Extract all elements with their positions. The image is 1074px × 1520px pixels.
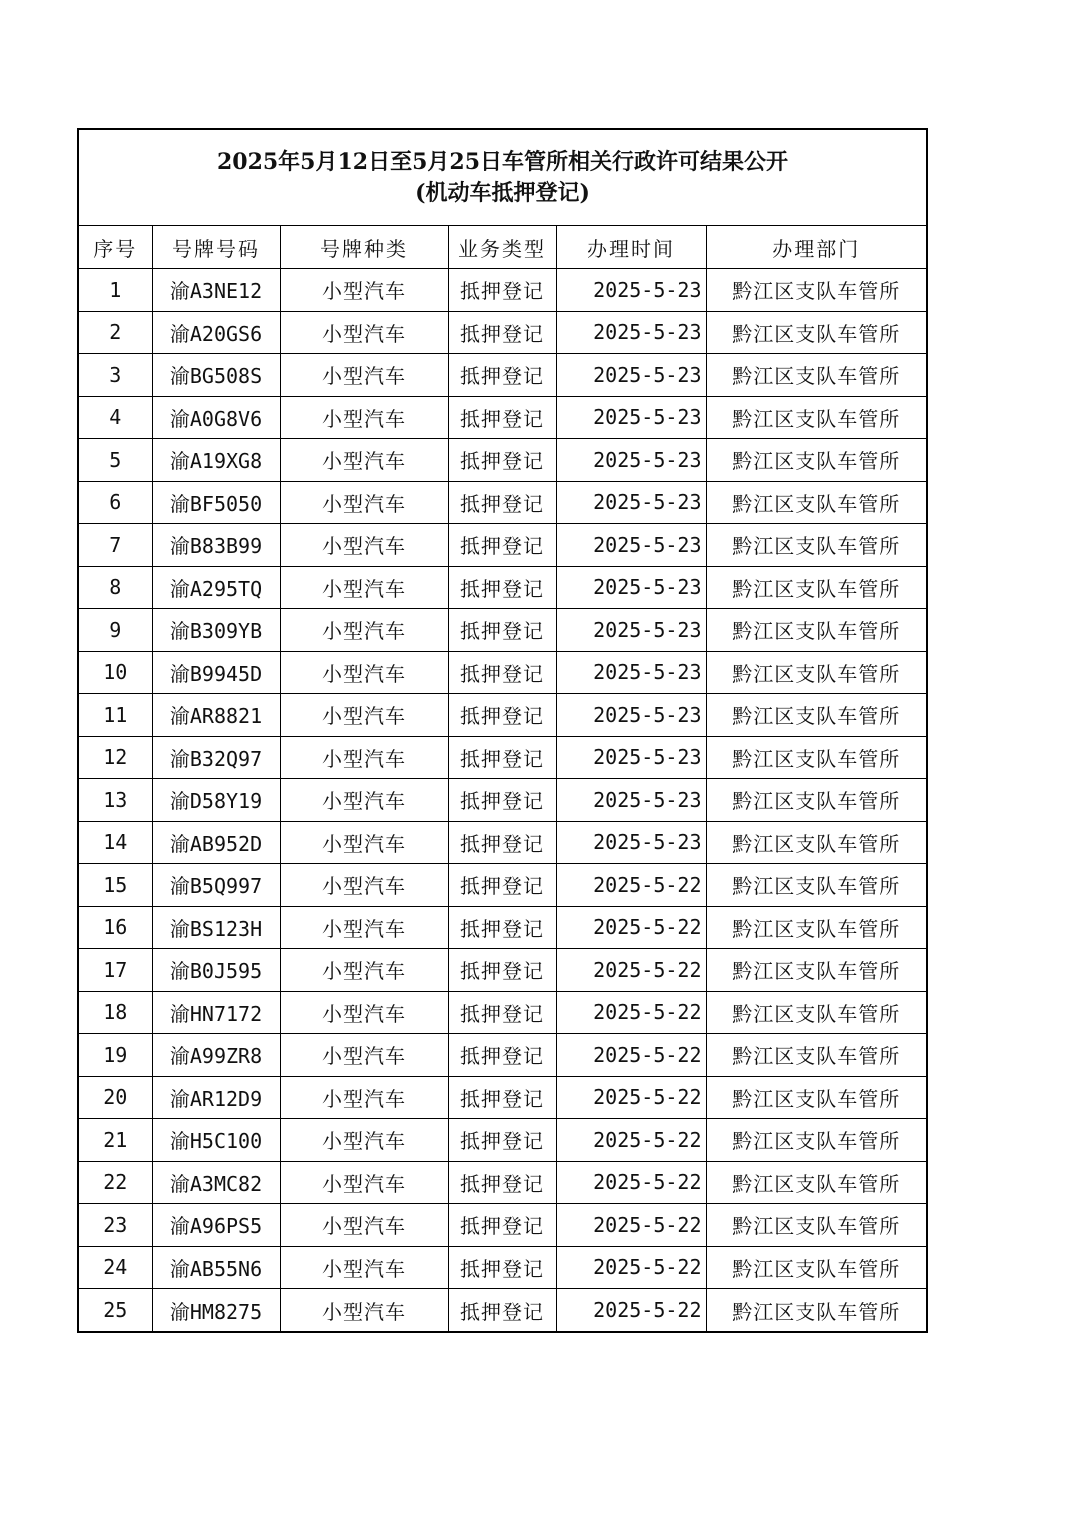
plate-number: 渝A99ZR8 (152, 1034, 280, 1077)
process-date: 2025-5-23 (556, 609, 706, 652)
plate-type: 小型汽车 (280, 779, 448, 822)
department: 黔江区支队车管所 (706, 991, 926, 1034)
process-date: 2025-5-22 (556, 906, 706, 949)
plate-type: 小型汽车 (280, 609, 448, 652)
table-row (79, 269, 926, 312)
department: 黔江区支队车管所 (706, 694, 926, 737)
business-type: 抵押登记 (448, 354, 556, 397)
plate-type: 小型汽车 (280, 439, 448, 482)
row-index: 25 (79, 1289, 152, 1332)
plate-number: 渝B5Q997 (152, 864, 280, 907)
table-row (79, 651, 926, 694)
table-row (79, 524, 926, 567)
process-date: 2025-5-22 (556, 949, 706, 992)
table-row (79, 439, 926, 482)
title-line-1: 2025年5月12日至5月25日车管所相关行政许可结果公开 (216, 148, 789, 175)
business-type: 抵押登记 (448, 864, 556, 907)
department: 黔江区支队车管所 (706, 1161, 926, 1204)
row-index: 12 (79, 736, 152, 779)
plate-type: 小型汽车 (280, 1204, 448, 1247)
plate-type: 小型汽车 (280, 651, 448, 694)
process-date: 2025-5-23 (556, 481, 706, 524)
plate-type: 小型汽车 (280, 311, 448, 354)
department: 黔江区支队车管所 (706, 1034, 926, 1077)
table-row (79, 609, 926, 652)
department: 黔江区支队车管所 (706, 949, 926, 992)
plate-type: 小型汽车 (280, 864, 448, 907)
department: 黔江区支队车管所 (706, 269, 926, 312)
row-index: 23 (79, 1204, 152, 1247)
process-date: 2025-5-23 (556, 396, 706, 439)
table-row (79, 1204, 926, 1247)
department: 黔江区支队车管所 (706, 481, 926, 524)
department: 黔江区支队车管所 (706, 609, 926, 652)
business-type: 抵押登记 (448, 396, 556, 439)
process-date: 2025-5-23 (556, 566, 706, 609)
results-table (79, 226, 926, 1331)
plate-type: 小型汽车 (280, 1076, 448, 1119)
business-type: 抵押登记 (448, 1204, 556, 1247)
business-type: 抵押登记 (448, 991, 556, 1034)
business-type: 抵押登记 (448, 1076, 556, 1119)
business-type: 抵押登记 (448, 694, 556, 737)
header-row (79, 226, 926, 269)
department: 黔江区支队车管所 (706, 651, 926, 694)
process-date: 2025-5-23 (556, 354, 706, 397)
row-index: 2 (79, 311, 152, 354)
table-row (79, 1161, 926, 1204)
plate-type: 小型汽车 (280, 821, 448, 864)
process-date: 2025-5-22 (556, 864, 706, 907)
plate-number: 渝H5C100 (152, 1119, 280, 1162)
plate-type: 小型汽车 (280, 1034, 448, 1077)
table-row (79, 396, 926, 439)
plate-number: 渝A0G8V6 (152, 396, 280, 439)
document-title (79, 130, 926, 226)
table-row (79, 481, 926, 524)
process-date: 2025-5-23 (556, 439, 706, 482)
business-type: 抵押登记 (448, 269, 556, 312)
process-date: 2025-5-22 (556, 1246, 706, 1289)
row-index: 11 (79, 694, 152, 737)
business-type: 抵押登记 (448, 481, 556, 524)
plate-number: 渝B9945D (152, 651, 280, 694)
process-date: 2025-5-23 (556, 651, 706, 694)
business-type: 抵押登记 (448, 906, 556, 949)
department: 黔江区支队车管所 (706, 1119, 926, 1162)
table-row (79, 821, 926, 864)
process-date: 2025-5-22 (556, 1076, 706, 1119)
header-plate-type: 号牌种类 (280, 226, 448, 269)
process-date: 2025-5-23 (556, 269, 706, 312)
department: 黔江区支队车管所 (706, 736, 926, 779)
plate-type: 小型汽车 (280, 1246, 448, 1289)
table-row (79, 311, 926, 354)
title-line-2: (机动车抵押登记) (415, 179, 590, 206)
plate-type: 小型汽车 (280, 1119, 448, 1162)
process-date: 2025-5-23 (556, 311, 706, 354)
plate-number: 渝AR8821 (152, 694, 280, 737)
row-index: 8 (79, 566, 152, 609)
plate-type: 小型汽车 (280, 1289, 448, 1332)
plate-number: 渝BG508S (152, 354, 280, 397)
department: 黔江区支队车管所 (732, 1299, 901, 1324)
row-index: 22 (79, 1161, 152, 1204)
row-index: 14 (79, 821, 152, 864)
process-date: 2025-5-22 (556, 1289, 706, 1332)
process-date: 2025-5-23 (556, 524, 706, 567)
business-type: 抵押登记 (448, 524, 556, 567)
process-date: 2025-5-23 (556, 821, 706, 864)
row-index: 20 (79, 1076, 152, 1119)
row-index: 15 (79, 864, 152, 907)
plate-number: 渝A295TQ (152, 566, 280, 609)
plate-number: 渝B0J595 (152, 949, 280, 992)
process-date: 2025-5-23 (556, 694, 706, 737)
table-row (79, 1246, 926, 1289)
department: 黔江区支队车管所 (706, 1246, 926, 1289)
business-type: 抵押登记 (448, 1246, 556, 1289)
business-type: 抵押登记 (448, 736, 556, 779)
business-type: 抵押登记 (448, 779, 556, 822)
business-type: 抵押登记 (448, 821, 556, 864)
plate-type: 小型汽车 (280, 1161, 448, 1204)
business-type: 抵押登记 (448, 566, 556, 609)
process-date: 2025-5-22 (556, 1119, 706, 1162)
plate-type: 小型汽车 (280, 736, 448, 779)
table-row (79, 1076, 926, 1119)
department: 黔江区支队车管所 (706, 439, 926, 482)
table-row (79, 864, 926, 907)
plate-type: 小型汽车 (280, 906, 448, 949)
row-index: 21 (79, 1119, 152, 1162)
row-index: 4 (79, 396, 152, 439)
department: 黔江区支队车管所 (706, 821, 926, 864)
header-department: 办理部门 (706, 226, 926, 269)
plate-type: 小型汽车 (280, 694, 448, 737)
process-date: 2025-5-23 (556, 736, 706, 779)
plate-number: 渝HN7172 (152, 991, 280, 1034)
table-row (79, 1034, 926, 1077)
plate-number: 渝AB952D (152, 821, 280, 864)
table-row (79, 779, 926, 822)
plate-number: 渝A3MC82 (152, 1161, 280, 1204)
table-row (79, 949, 926, 992)
process-date: 2025-5-22 (556, 991, 706, 1034)
plate-number: 渝B32Q97 (152, 736, 280, 779)
plate-number: 渝B309YB (152, 609, 280, 652)
plate-number: 渝A19XG8 (152, 439, 280, 482)
row-index: 16 (79, 906, 152, 949)
plate-number: 渝HM8275 (152, 1289, 280, 1332)
plate-type: 小型汽车 (280, 396, 448, 439)
table-row (79, 736, 926, 779)
process-date: 2025-5-22 (556, 1161, 706, 1204)
row-index: 1 (79, 269, 152, 312)
plate-type: 小型汽车 (280, 566, 448, 609)
business-type: 抵押登记 (448, 1119, 556, 1162)
business-type: 抵押登记 (448, 1289, 556, 1332)
table-row (79, 991, 926, 1034)
business-type: 抵押登记 (448, 651, 556, 694)
plate-number: 渝AR12D9 (152, 1076, 280, 1119)
plate-number: 渝A20GS6 (152, 311, 280, 354)
business-type: 抵押登记 (448, 439, 556, 482)
business-type: 抵押登记 (448, 609, 556, 652)
row-index: 3 (79, 354, 152, 397)
business-type: 抵押登记 (448, 1034, 556, 1077)
table-row (79, 694, 926, 737)
header-index: 序号 (79, 226, 152, 269)
row-index: 9 (79, 609, 152, 652)
department: 黔江区支队车管所 (706, 1076, 926, 1119)
department: 黔江区支队车管所 (706, 311, 926, 354)
plate-number: 渝A96PS5 (152, 1204, 280, 1247)
business-type: 抵押登记 (448, 311, 556, 354)
business-type: 抵押登记 (448, 949, 556, 992)
business-type: 抵押登记 (448, 1161, 556, 1204)
row-index: 13 (79, 779, 152, 822)
row-index: 10 (79, 651, 152, 694)
department: 黔江区支队车管所 (706, 906, 926, 949)
plate-number: 渝A3NE12 (152, 269, 280, 312)
department: 黔江区支队车管所 (706, 524, 926, 567)
plate-type: 小型汽车 (280, 524, 448, 567)
row-index: 7 (79, 524, 152, 567)
row-index: 5 (79, 439, 152, 482)
plate-type: 小型汽车 (280, 481, 448, 524)
plate-number: 渝D58Y19 (152, 779, 280, 822)
table-row (79, 354, 926, 397)
registration-results-sheet (77, 128, 928, 1333)
header-plate-number: 号牌号码 (152, 226, 280, 269)
header-business-type: 业务类型 (448, 226, 556, 269)
table-row (79, 1119, 926, 1162)
plate-type: 小型汽车 (280, 269, 448, 312)
row-index: 19 (79, 1034, 152, 1077)
table-body (79, 269, 926, 1332)
plate-type: 小型汽车 (280, 354, 448, 397)
department: 黔江区支队车管所 (706, 779, 926, 822)
department: 黔江区支队车管所 (706, 566, 926, 609)
row-index: 6 (79, 481, 152, 524)
department: 黔江区支队车管所 (706, 1204, 926, 1247)
row-index: 18 (79, 991, 152, 1034)
table-row (79, 1289, 926, 1332)
row-index: 17 (79, 949, 152, 992)
table-row (79, 566, 926, 609)
process-date: 2025-5-22 (556, 1204, 706, 1247)
row-index: 24 (79, 1246, 152, 1289)
header-process-date: 办理时间 (556, 226, 706, 269)
department: 黔江区支队车管所 (706, 864, 926, 907)
process-date: 2025-5-22 (556, 1034, 706, 1077)
department: 黔江区支队车管所 (706, 396, 926, 439)
plate-number: 渝BF5050 (152, 481, 280, 524)
plate-number: 渝B83B99 (152, 524, 280, 567)
department: 黔江区支队车管所 (706, 354, 926, 397)
plate-type: 小型汽车 (280, 949, 448, 992)
plate-type: 小型汽车 (280, 991, 448, 1034)
table-row (79, 906, 926, 949)
process-date: 2025-5-23 (556, 779, 706, 822)
plate-number: 渝AB55N6 (152, 1246, 280, 1289)
plate-number: 渝BS123H (152, 906, 280, 949)
